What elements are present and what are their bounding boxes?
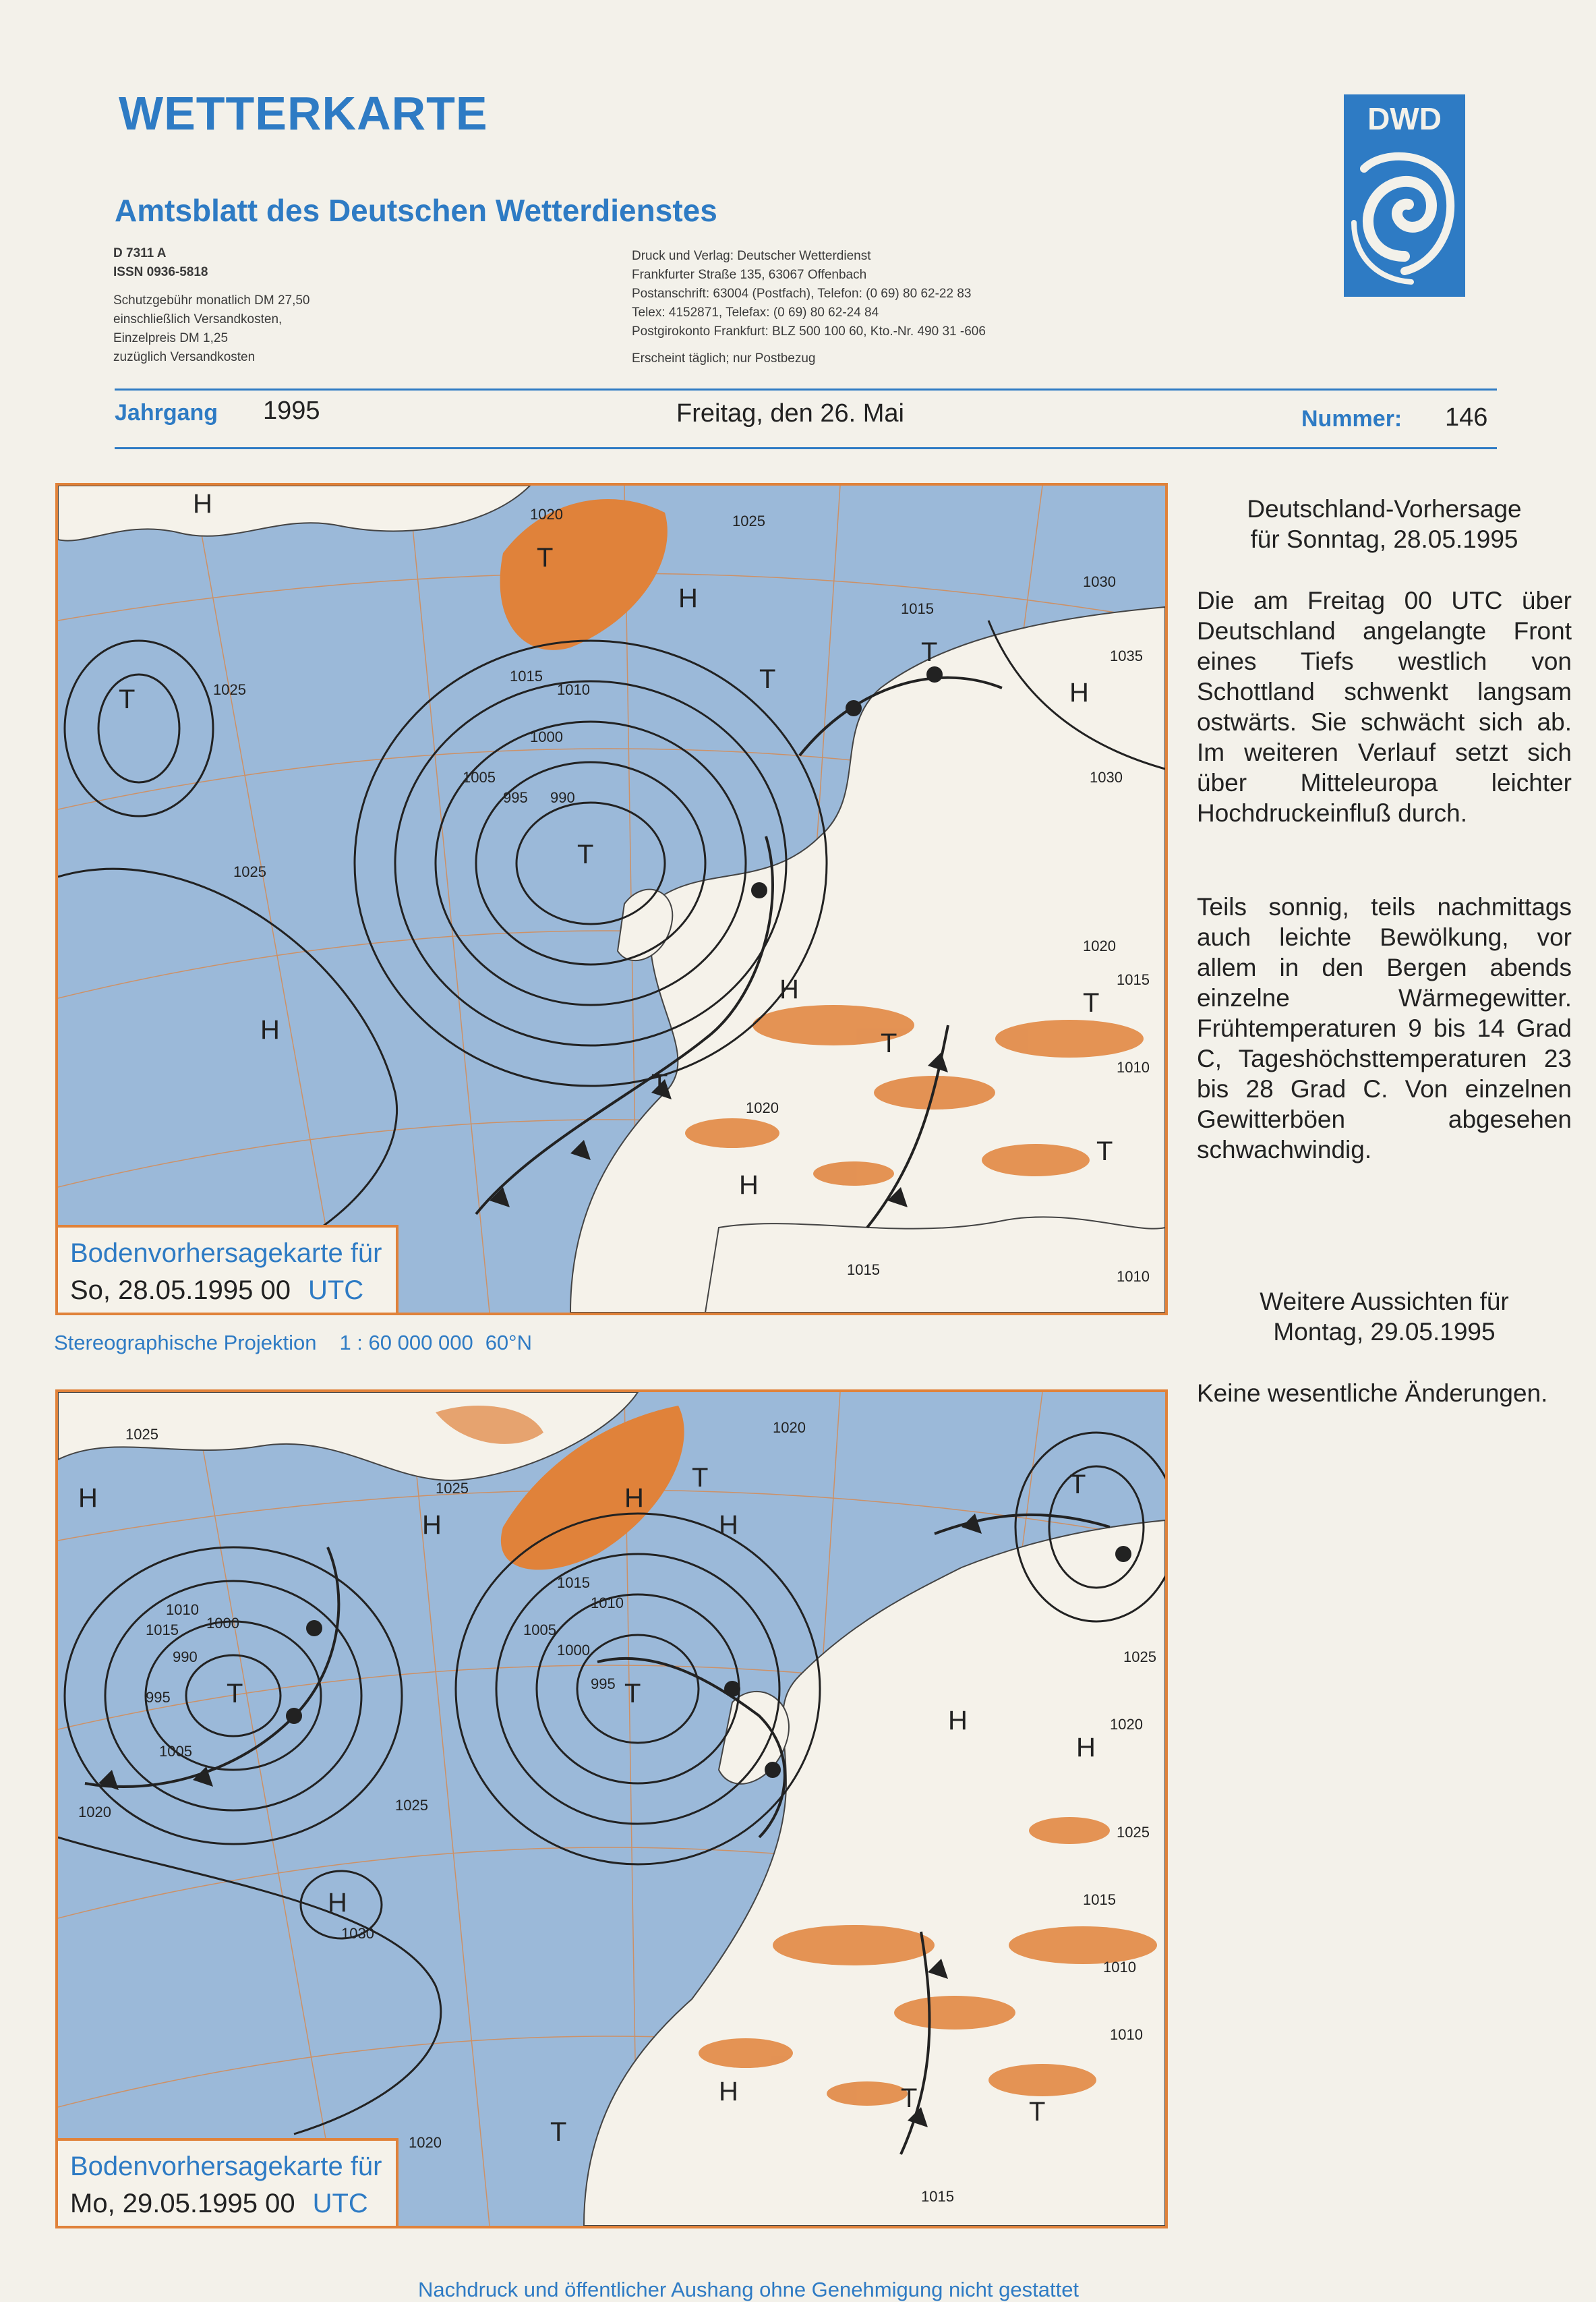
outlook-heading-line: Weitere Aussichten für [1260, 1288, 1509, 1315]
isobar-label: 1025 [436, 1480, 469, 1497]
map-low-label: T [227, 1679, 243, 1708]
isobar-label: 1015 [921, 2188, 954, 2205]
fee-line: Schutzgebühr monatlich DM 27,50 [113, 293, 310, 308]
publication-code: D 7311 A [113, 246, 167, 260]
isobar-label: 1025 [1123, 1648, 1156, 1665]
isobar-label: 1010 [1110, 2026, 1143, 2043]
map-low-label: T [624, 1679, 641, 1708]
isobar-label: 1025 [213, 681, 246, 698]
isobar-label: 1025 [732, 513, 765, 529]
isobar-label: 1010 [1103, 1959, 1136, 1976]
isobar-label: 1025 [395, 1797, 428, 1814]
projection-name: Stereographische Projektion [54, 1331, 317, 1354]
map-high-label: H [779, 975, 799, 1004]
isobar-label: 1025 [125, 1426, 158, 1443]
isobar-label: 1015 [1083, 1891, 1116, 1908]
caption-datetime: So, 28.05.1995 00 [70, 1275, 291, 1305]
isobar-label: 1030 [1083, 573, 1116, 590]
isobar-label: 1030 [1090, 769, 1123, 786]
map-high-label: H [260, 1015, 280, 1045]
printer-info [632, 247, 986, 368]
forecast-paragraph: Die am Freitag 00 UTC über Deutschland angelangte Front eines Tiefs westlich von Schottland schwenkt langsam ostwärts. Sie schwächt sich ab. Im weiteren Verlauf setzt sich über Mitteleuropa leichter Hochdruckeinfluß durch. [1197, 587, 1572, 827]
map-low-label: T [692, 1463, 709, 1493]
subtitle: Amtsblatt des Deutschen Wetterdienstes [115, 193, 717, 228]
isobar-label: 1015 [1117, 971, 1150, 988]
map-caption [58, 2138, 398, 2226]
header-rule [115, 447, 1497, 449]
map-high-label: H [624, 1483, 644, 1513]
forecast-map-sunday [55, 483, 1168, 1315]
map-graphic [58, 1392, 1165, 2226]
map-low-label: T [537, 543, 554, 573]
isobar-label: 1025 [233, 863, 266, 880]
map-high-label: H [422, 1510, 442, 1540]
isobar-label: 1015 [847, 1261, 880, 1278]
forecast-heading-line: Deutschland-Vorhersage [1247, 495, 1522, 523]
nummer-value: 146 [1445, 403, 1488, 432]
isobar-label: 1010 [591, 1594, 624, 1611]
forecast-heading [1197, 494, 1572, 554]
map-low-label: T [651, 1069, 668, 1099]
caption-date [70, 1275, 382, 1306]
isobar-label: 1020 [530, 506, 563, 523]
map-high-label: H [678, 583, 698, 613]
isobar-label: 1035 [1110, 648, 1143, 664]
caption-datetime: Mo, 29.05.1995 00 [70, 2189, 295, 2218]
map-low-label: T [1083, 988, 1100, 1018]
caption-title: Bodenvorhersagekarte für [70, 1238, 382, 1268]
printer-line: Postgirokonto Frankfurt: BLZ 500 100 60, Kto.-Nr. 490 31 -606 [632, 324, 986, 339]
printer-line: Postanschrift: 63004 (Postfach), Telefon: (0 69) 80 62-22 83 [632, 287, 972, 301]
header-rule [115, 389, 1497, 391]
forecast-map-monday [55, 1389, 1168, 2228]
map-low-label: T [119, 685, 136, 714]
projection-scale: 1 : 60 000 000 [339, 1331, 473, 1354]
map-high-label: H [948, 1706, 968, 1735]
forecast-paragraph: Teils sonnig, teils nachmittags auch leichte Bewölkung, vor allem in den Bergen abends einzelne Wärmegewitter. Frühtemperaturen 9 bis 14 Grad C, Tageshöchsttemperaturen 23 bis 28 Grad C. Von einzelnen Gewitterböen abgesehen schwachwindig. [1197, 893, 1572, 1163]
isobar-label: 1010 [557, 681, 590, 698]
footer-note: Nachdruck und öffentlicher Aushang ohne Genehmigung nicht gestattet [418, 2278, 1080, 2301]
map-low-label: T [759, 664, 776, 694]
printer-line: Frankfurter Straße 135, 63067 Offenbach [632, 268, 867, 282]
map-caption [58, 1225, 398, 1313]
map-high-label: H [719, 2077, 738, 2106]
map-low-label: T [1029, 2097, 1046, 2127]
appears-line: Erscheint täglich; nur Postbezug [632, 351, 816, 366]
newspaper-title: WETTERKARTE [119, 87, 488, 140]
jahrgang-label: Jahrgang [115, 400, 218, 426]
map-high-label: H [1076, 1733, 1096, 1762]
outlook-heading [1197, 1286, 1572, 1347]
map-high-label: H [193, 489, 212, 519]
fee-line: Einzelpreis DM 1,25 [113, 331, 229, 345]
isobar-label: 1010 [1117, 1268, 1150, 1285]
publication-info [113, 244, 208, 282]
outlook-paragraph: Keine wesentliche Änderungen. [1197, 1379, 1548, 1407]
isobar-label: 1000 [557, 1642, 590, 1659]
map-low-label: T [1069, 1470, 1086, 1499]
isobar-label: 995 [591, 1675, 616, 1692]
nummer-label: Nummer: [1301, 406, 1402, 432]
isobar-label: 1025 [1117, 1824, 1150, 1841]
isobar-label: 1000 [206, 1615, 239, 1632]
isobar-label: 1015 [510, 668, 543, 685]
map-low-label: T [550, 2117, 567, 2147]
map-high-label: H [739, 1170, 759, 1200]
logo-text: DWD [1367, 101, 1442, 136]
isobar-label: 1020 [773, 1419, 806, 1436]
isobar-label: 1005 [523, 1621, 556, 1638]
issn: ISSN 0936-5818 [113, 265, 208, 279]
projection-info [54, 1331, 532, 1355]
map-high-label: H [328, 1888, 347, 1918]
isobar-label: 1020 [1083, 938, 1116, 954]
issue-date: Freitag, den 26. Mai [676, 399, 904, 428]
isobar-label: 990 [550, 789, 575, 806]
fee-info [113, 291, 310, 367]
isobar-label: 1010 [166, 1601, 199, 1618]
projection-lat: 60°N [485, 1331, 532, 1354]
map-low-label: T [577, 840, 594, 869]
caption-title: Bodenvorhersagekarte für [70, 2152, 382, 2181]
isobar-label: 1015 [557, 1574, 590, 1591]
forecast-heading-line: für Sonntag, 28.05.1995 [1250, 525, 1518, 553]
isobar-label: 990 [173, 1648, 198, 1665]
isobar-label: 1020 [78, 1804, 111, 1820]
isobar-label: 1000 [530, 728, 563, 745]
isobar-label: 1020 [409, 2134, 442, 2151]
map-high-label: H [719, 1510, 738, 1540]
map-low-label: T [921, 637, 938, 667]
caption-utc: UTC [307, 1275, 364, 1305]
caption-utc: UTC [312, 2189, 368, 2218]
isobar-label: 1030 [341, 1925, 374, 1942]
map-high-label: H [78, 1483, 98, 1513]
map-graphic [58, 486, 1165, 1313]
isobar-label: 1020 [1110, 1716, 1143, 1733]
isobar-label: 1010 [1117, 1059, 1150, 1076]
fee-line: zuzüglich Versandkosten [113, 350, 256, 364]
map-high-label: H [1069, 678, 1089, 708]
fee-line: einschließlich Versandkosten, [113, 312, 283, 326]
outlook-heading-line: Montag, 29.05.1995 [1273, 1318, 1496, 1346]
map-low-label: T [881, 1029, 897, 1058]
isobar-label: 1020 [746, 1099, 779, 1116]
isobar-label: 1005 [159, 1743, 192, 1760]
caption-date [70, 2189, 382, 2219]
isobar-label: 1015 [146, 1621, 179, 1638]
isobar-label: 1015 [901, 600, 934, 617]
isobar-label: 1005 [463, 769, 496, 786]
map-low-label: T [1096, 1136, 1113, 1166]
isobar-label: 995 [146, 1689, 171, 1706]
dwd-logo [1337, 94, 1476, 297]
jahrgang-value: 1995 [263, 397, 320, 425]
isobar-label: 995 [503, 789, 528, 806]
map-low-label: T [901, 2083, 918, 2113]
printer-line: Telex: 4152871, Telefax: (0 69) 80 62-24 84 [632, 306, 879, 320]
printer-line: Druck und Verlag: Deutscher Wetterdienst [632, 249, 871, 263]
